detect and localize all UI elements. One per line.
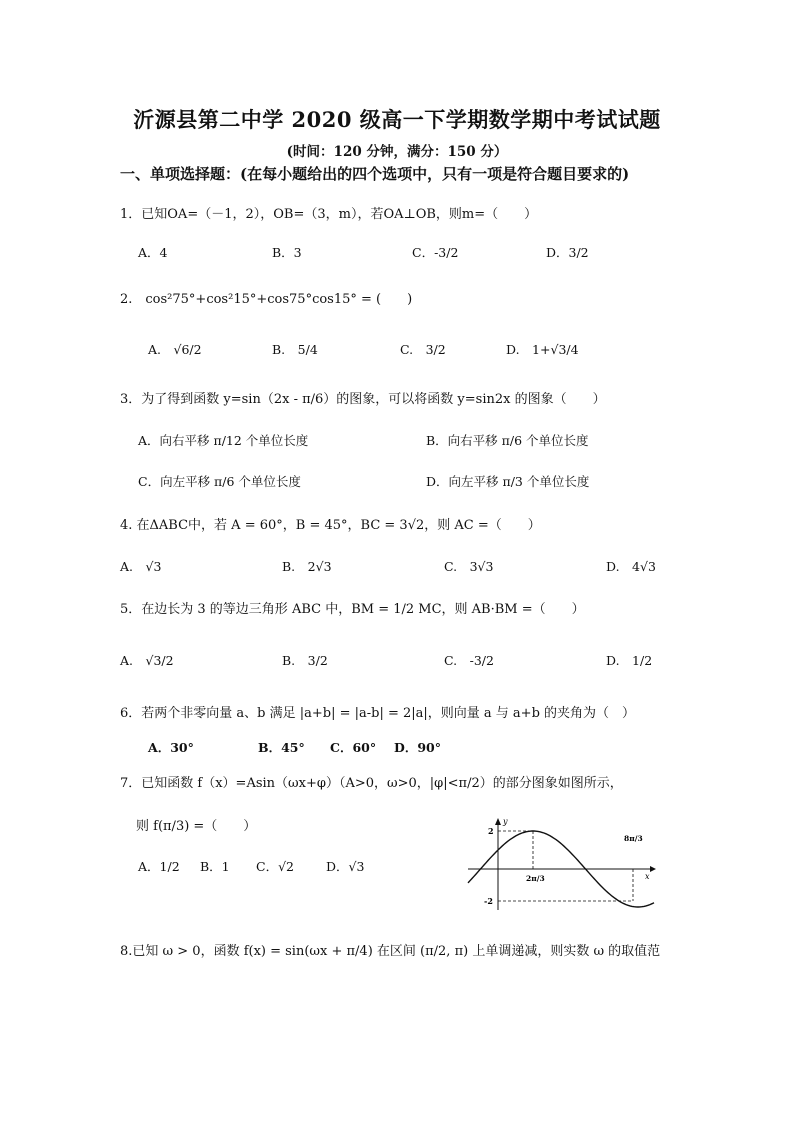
q3-option-d: D．向左平移 π/3 个单位长度 — [426, 474, 590, 489]
q2-option-c: C. 3/2 — [400, 342, 446, 357]
x-tick-2pi3: 2π/3 — [526, 874, 545, 883]
question-6-stem: 6．若两个非零向量 a、b 满足 |a+b| = |a-b| = 2|a|，则向量 a 与 a+b 的夹角为（ ） — [120, 706, 636, 721]
q1-option-a: A．4 — [138, 245, 168, 260]
question-7-stem: 7．已知函数 f（x）=Asin（ωx+φ）（A>0，ω>0，|φ|<π/2）的部分图象如图所示， — [120, 776, 623, 791]
y-axis-label: y — [503, 817, 508, 826]
q7-option-b: B．1 — [200, 859, 230, 874]
q5-option-d: D. 1/2 — [606, 653, 653, 668]
q5-option-b: B. 3/2 — [282, 653, 328, 668]
q6-option-d: D．90° — [394, 740, 441, 755]
q7-option-d: D．√3 — [326, 859, 365, 874]
q2-option-b: B. 5/4 — [272, 342, 318, 357]
q2-option-a: A. √6/2 — [148, 342, 202, 357]
q7-option-c: C．√2 — [256, 859, 294, 874]
q2-option-d: D. 1+√3/4 — [506, 342, 579, 357]
question-4-stem: 4. 在ΔABC中，若 A = 60°，B = 45°，BC = 3√2，则 AC =（ ） — [120, 518, 541, 533]
q6-option-a: A．30° — [148, 740, 194, 755]
sine-graph — [466, 815, 662, 910]
question-5-stem: 5．在边长为 3 的等边三角形 ABC 中，BM = 1/2 MC，则 AB·BM =（ ） — [120, 602, 585, 617]
page-title: 沂源县第二中学 2020 级高一下学期数学期中考试试题 — [133, 107, 661, 132]
exam-info: (时间：120 分钟，满分：150 分） — [286, 144, 508, 160]
q1-option-d: D．3/2 — [546, 245, 589, 260]
x-axis-arrow — [650, 866, 656, 872]
q4-option-a: A. √3 — [120, 559, 162, 574]
section-heading: 一、单项选择题：(在每小题给出的四个选项中，只有一项是符合题目要求的) — [120, 165, 630, 183]
q3-option-a: A．向右平移 π/12 个单位长度 — [138, 433, 309, 448]
q4-option-c: C. 3√3 — [444, 559, 494, 574]
q5-option-a: A. √3/2 — [120, 653, 174, 668]
y-axis-arrow — [495, 818, 501, 825]
q5-option-c: C. -3/2 — [444, 653, 494, 668]
q6-option-c: C．60° — [330, 740, 377, 755]
q4-option-b: B. 2√3 — [282, 559, 332, 574]
question-8-stem: 8.已知 ω > 0，函数 f(x) = sin(ωx + π/4) 在区间 (π/2, π) 上单调递减，则实数 ω 的取值范 — [120, 944, 661, 959]
question-3-stem: 3．为了得到函数 y=sin（2x - π/6）的图象，可以将函数 y=sin2x 的图象（ ） — [120, 392, 606, 407]
q1-option-b: B．3 — [272, 245, 302, 260]
question-7-stem-2: 则 f(π/3) =（ ） — [136, 819, 257, 834]
y-tick-2: 2 — [488, 826, 494, 836]
question-1-stem: 1．已知OA=（－1，2），OB=（3，m），若OA⊥OB，则m=（ ） — [120, 207, 538, 222]
x-tick-8pi3: 8π/3 — [624, 834, 643, 843]
x-axis-label: x — [645, 872, 650, 881]
q3-option-b: B．向右平移 π/6 个单位长度 — [426, 433, 589, 448]
y-tick-neg2: -2 — [484, 896, 493, 906]
q3-option-c: C．向左平移 π/6 个单位长度 — [138, 474, 301, 489]
question-2-stem: 2. cos²75°+cos²15°+cos75°cos15° = ( ) — [120, 292, 413, 307]
q4-option-d: D. 4√3 — [606, 559, 656, 574]
q6-option-b: B．45° — [258, 740, 305, 755]
q7-option-a: A．1/2 — [138, 859, 180, 874]
q1-option-c: C．-3/2 — [412, 245, 459, 260]
